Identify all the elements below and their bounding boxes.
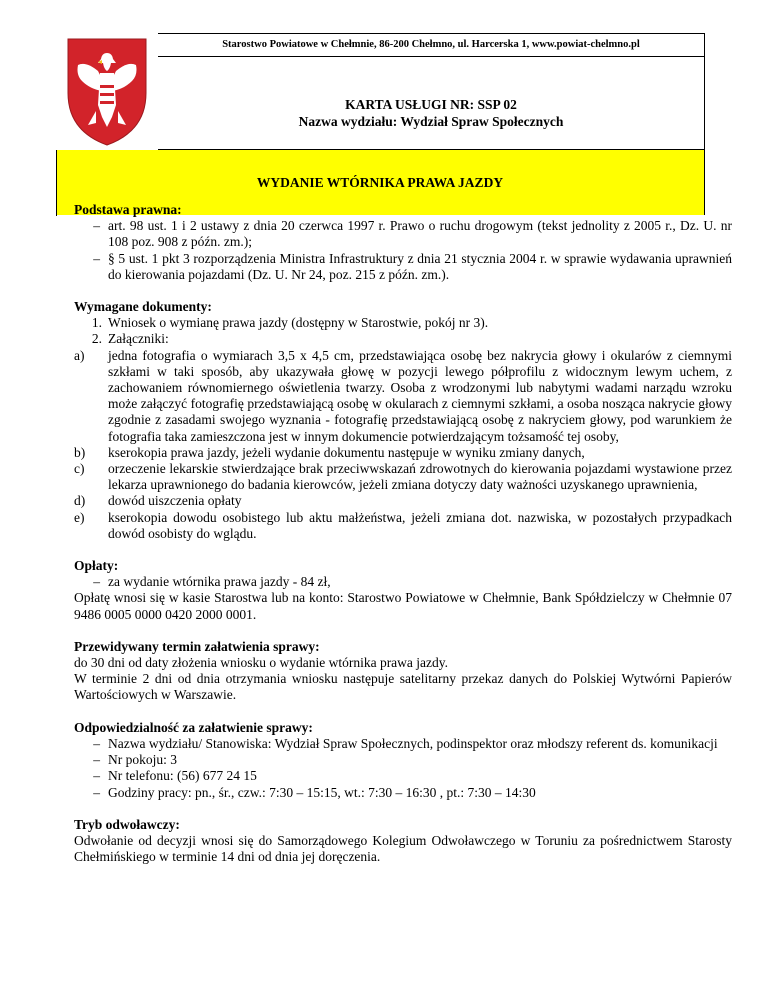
dash-bullet: – — [93, 784, 100, 800]
header-title-row — [158, 57, 705, 150]
legal-basis-item: – art. 98 ust. 1 i 2 ustawy z dnia 20 czerwca 1997 r. Prawo o ruchu drogowym (tekst jednolity z 2005 r., Dz. U. nr 108 poz. 908 z późn. zm.); — [74, 218, 732, 250]
appeal-section — [74, 817, 732, 866]
fees-note: Opłatę wnosi się w kasie Starostwa lub na konto: Starostwo Powiatowe w Chełmnie, Bank Spółdzielczy w Chełmnie 07 9486 0005 0000 0420 2000 0001. — [74, 590, 732, 622]
legal-basis-heading: Podstawa prawna: — [74, 202, 182, 217]
deadline-line: W terminie 2 dni od dnia otrzymania wniosku następuje satelitarny przekaz danych do Polskiej Wytwórni Papierów Wartościowych w Warszawie. — [74, 671, 732, 703]
deadline-line: do 30 dni od daty złożenia wniosku o wydanie wtórnika prawa jazdy. — [74, 655, 449, 671]
responsibility-item: – Nazwa wydziału/ Stanowiska: Wydział Spraw Społecznych, podinspektor oraz młodszy referent ds. komunikacji — [74, 736, 732, 752]
deadline-heading: Przewidywany termin załatwienia sprawy: — [74, 638, 320, 654]
documents-lettered-item: c) orzeczenie lekarskie stwierdzające brak przeciwwskazań zdrowotnych do kierowania pojazdami wystawione przez lekarza uprawnionego do badania kierowców, jeżeli zmiana dotyczy daty ważności uzyskanego uprawnienia, — [74, 461, 732, 493]
documents-heading: Wymagane dokumenty: — [74, 299, 212, 315]
document-body — [74, 202, 732, 881]
card-number: KARTA USŁUGI NR: SSP 02 — [345, 97, 517, 112]
dash-bullet: – — [93, 752, 100, 768]
dash-bullet: – — [93, 250, 100, 266]
header-address-row — [158, 33, 705, 57]
department-name: Nazwa wydziału: Wydział Spraw Społecznych — [298, 114, 564, 129]
legal-basis-item: – § 5 ust. 1 pkt 3 rozporządzenia Ministra Infrastruktury z dnia 21 stycznia 2004 r. w sprawie wydawania uprawnień do kierowania pojazdami (Dz. U. Nr 24, poz. 215 z późn. zm.). — [74, 251, 732, 283]
legal-basis-section — [74, 202, 732, 283]
responsibility-section — [74, 720, 732, 801]
header-box — [56, 33, 705, 190]
responsibility-item: – Godziny pracy: pn., śr., czw.: 7:30 – 15:15, wt.: 7:30 – 16:30 , pt.: 7:30 – 14:30 — [74, 785, 732, 801]
documents-numbered-item: 1. Wniosek o wymianę prawa jazdy (dostępny w Starostwie, pokój nr 3). — [91, 315, 489, 331]
appeal-text: Odwołanie od decyzji wnosi się do Samorządowego Kolegium Odwoławczego w Toruniu za pośrednictwem Starosty Chełmińskiego w terminie 14 dni od dnia jej doręczenia. — [74, 832, 732, 865]
documents-numbered-item: 2. Załączniki: — [91, 331, 169, 347]
fees-item: – za wydanie wtórnika prawa jazdy - 84 zł, — [74, 574, 732, 590]
responsibility-item: – Nr telefonu: (56) 677 24 15 — [74, 768, 732, 784]
dash-bullet: – — [93, 574, 100, 590]
service-title: WYDANIE WTÓRNIKA PRAWA JAZDY — [256, 175, 504, 190]
documents-lettered-item: b) kserokopia prawa jazdy, jeżeli wydanie dokumentu następuje w wyniku zmiany danych, — [74, 444, 585, 460]
dash-bullet: – — [93, 735, 100, 751]
dash-bullet: – — [93, 768, 100, 784]
header-left-border — [56, 150, 57, 216]
responsibility-heading: Odpowiedzialność za załatwienie sprawy: — [74, 719, 313, 735]
header-address: Starostwo Powiatowe w Chełmnie, 86-200 Chełmno, ul. Harcerska 1, www.powiat-chelmno.pl — [222, 39, 640, 50]
appeal-heading: Tryb odwoławczy: — [74, 816, 180, 832]
deadline-section — [74, 639, 732, 704]
documents-section — [74, 299, 732, 542]
documents-lettered-item: a) jedna fotografia o wymiarach 3,5 x 4,5 cm, przedstawiająca osobę bez nakrycia głowy i okularów z ciemnymi szkłami w taki sposób, aby ukazywała głowę w pozycji lewego półprofilu z widocznym lewym uchem, z zachowaniem równomiernego oświetlenia twarzy. Osoba z wrodzonymi lub nabytymi wadami narządu wzroku może załączyć fotografię przedstawiającą osobę w okularach z ciemnymi szkłami, a osoba nosząca nakrycie głowy zgodnie z zasadami swojego wyznania - fotografię przedstawiającą osobę z nakryciem głowy, pod warunkiem że fotografia taka zamieszczona jest w innym dokumencie potwierdzającym tożsamość tej osoby, — [74, 347, 732, 444]
fees-section — [74, 558, 732, 623]
documents-lettered-item: e) kserokopia dowodu osobistego lub aktu małżeństwa, jeżeli zmiana dot. nazwiska, w pozostałych przypadkach dowód osobisty do wglądu. — [74, 509, 732, 541]
dash-bullet: – — [93, 218, 100, 234]
documents-lettered-item: d) dowód uiszczenia opłaty — [74, 493, 242, 509]
fees-heading: Opłaty: — [74, 558, 119, 574]
responsibility-item: – Nr pokoju: 3 — [74, 752, 732, 768]
